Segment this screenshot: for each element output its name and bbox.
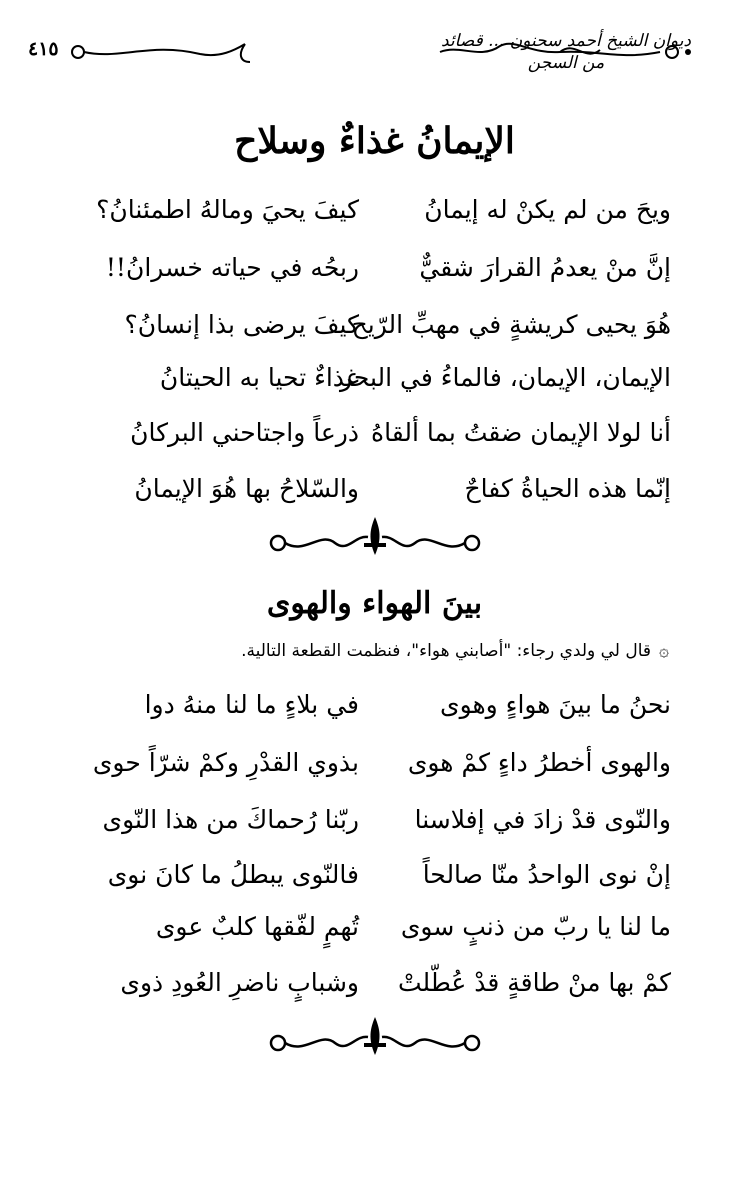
- verse-sadr: ويحَ من لم يكنْ له إيمانُ: [424, 195, 671, 224]
- page-number: ٤١٥: [28, 38, 59, 60]
- verse-ajz: وشبابٍ ناضرِ العُودِ ذوى: [120, 968, 359, 997]
- verse-sadr: كمْ بها منْ طاقةٍ قدْ عُطّلتْ: [398, 968, 671, 997]
- note-marker-icon: ۞: [659, 641, 669, 661]
- poem-note-text: قال لي ولدي رجاء: "أصابني هواء"، فنظمت القطعة التالية.: [241, 641, 652, 661]
- verse-sadr: إنّما هذه الحياةُ كفاحٌ: [464, 474, 671, 503]
- verse-sadr: أنا لولا الإيمان ضقتُ بما ألقاهُ: [370, 418, 671, 447]
- verse-sadr: الإيمان، الإيمان، فالماءُ في البحر: [340, 363, 671, 392]
- poem-title: الإيمانُ غذاءٌ وسلاح: [234, 120, 515, 162]
- verse-ajz: كيفَ يرضى بذا إنسانُ؟: [124, 310, 359, 339]
- section-divider: [260, 515, 490, 560]
- verse-ajz: تُهمٍ لفّقها كلبٌ عوى: [155, 912, 359, 941]
- verse-ajz: كيفَ يحيَ ومالهُ اطمئنانُ؟: [96, 195, 359, 224]
- section-divider: [260, 1015, 490, 1060]
- running-title: ديوان الشيخ أحمد سحنون ... قصائد من السجن: [441, 31, 691, 73]
- verse-ajz: في بلاءٍ ما لنا منهُ دوا: [144, 690, 359, 719]
- poem-note: [241, 640, 669, 661]
- verse-sadr: ما لنا يا ربّ من ذنبٍ سوى: [400, 912, 671, 941]
- verse-sadr: هُوَ يحيى كريشةٍ في مهبِّ الرّيح: [351, 310, 671, 339]
- verse-ajz: غذاءٌ تحيا به الحيتانُ: [159, 363, 359, 392]
- verse-sadr: إنَّ منْ يعدمُ القرارَ شقيٌّ: [419, 253, 671, 282]
- verse-ajz: بذوي القدْرِ وكمْ شرّاً حوى: [92, 748, 359, 777]
- verse-sadr: نحنُ ما بينَ هواءٍ وهوى: [440, 690, 671, 719]
- verse-ajz: ربّنا رُحماكَ من هذا النّوى: [102, 805, 359, 834]
- verse-sadr: والهوى أخطرُ داءٍ كمْ هوى: [407, 748, 671, 777]
- verse-ajz: ربحُه في حياته خسرانُ!!: [105, 253, 359, 282]
- verse-ajz: فالنّوى يبطلُ ما كانَ نوى: [107, 860, 359, 889]
- poem-title: بينَ الهواء والهوى: [266, 586, 483, 621]
- verse-sadr: والنّوى قدْ زادَ في إفلاسنا: [414, 805, 671, 834]
- verse-sadr: إنْ نوى الواحدُ منّا صالحاً: [422, 860, 671, 889]
- verse-ajz: والسّلاحُ بها هُوَ الإيمانُ: [134, 474, 359, 503]
- verse-ajz: ذرعاً واجتاحني البركانُ: [130, 418, 359, 447]
